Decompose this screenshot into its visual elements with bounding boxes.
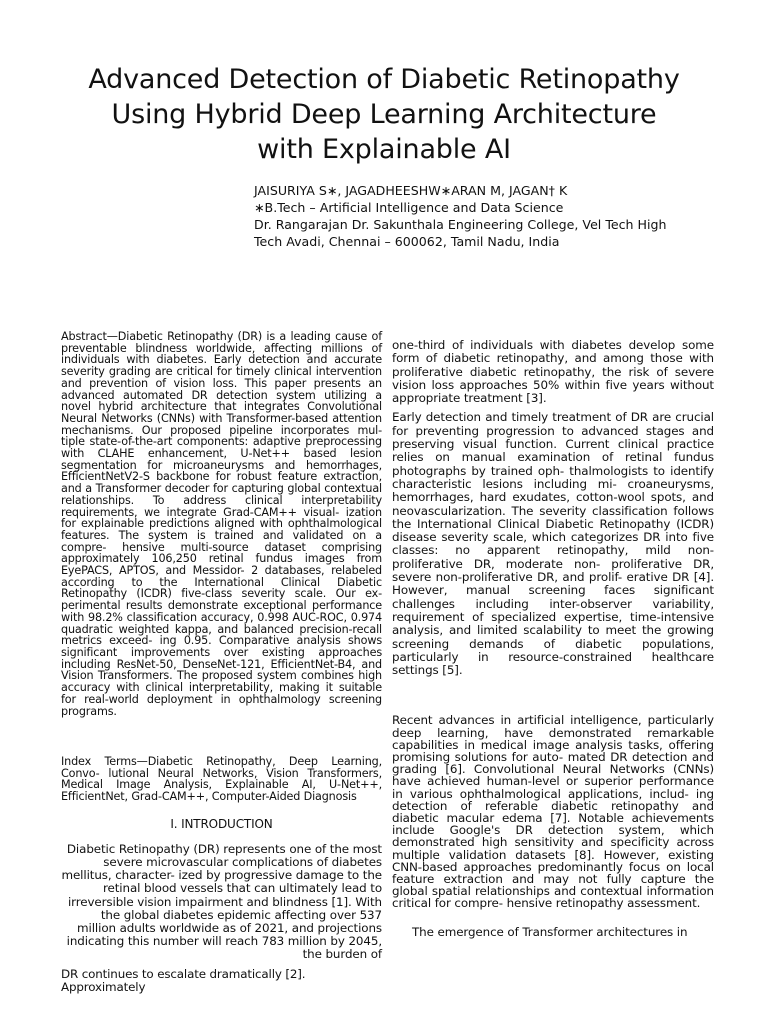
- title-line: Advanced Detection of Diabetic Retinopathy: [88, 64, 680, 95]
- body-paragraph: one-third of individuals with diabetes develop some form of diabetic retinopathy, and among those with proliferative diabetic retinopathy, the risk of severe vision loss approaches 50% within five years without appropriate treatment [3].: [392, 338, 714, 406]
- index-terms: Index Terms—Diabetic Retinopathy, Deep Learning, Convo- lutional Neural Networks, Vision Transformers, Medical Image Analysis, Explainable AI, U-Net++, EfficientNet, Grad-CAM++, Computer-Aided Diagnosis: [61, 755, 382, 804]
- left-column: [61, 331, 382, 994]
- body-paragraph: Recent advances in artificial intelligence, particularly deep learning, have demonstrated remarkable capabilities in medical image analysis tasks, offering promising solutions for auto- mated DR detection and grading [6]. Convolutional Neural Networks (CNNs) have achieved human-level or superior performance in various ophthalmological applications, includ- ing detection of referable diabetic retinopathy and diabetic macular edema [7]. Notable achievements include Google's DR detection system, which demonstrated high sensitivity and specificity across multiple validation datasets [8]. However, existing CNN-based approaches predominantly focus on local feature extraction and may not fully capture the global spatial relationships and contextual information critical for compre- hensive retinopathy assessment.: [392, 713, 714, 911]
- affiliation-program: ∗B.Tech – Artificial Intelligence and Data Science: [254, 200, 564, 215]
- author-names: JAISURIYA S∗, JAGADHEESHW∗ARAN M, JAGAN† K: [254, 183, 568, 198]
- section-heading: I. INTRODUCTION: [170, 816, 273, 831]
- title-line: with Explainable AI: [257, 134, 511, 165]
- author-block: [254, 182, 724, 250]
- intro-paragraph-end: DR continues to escalate dramatically [2]. Approximately: [61, 966, 306, 994]
- affiliation-address: Tech Avadi, Chennai – 600062, Tamil Nadu, India: [254, 234, 560, 249]
- paper-title: [60, 62, 708, 167]
- affiliation-college: Dr. Rangarajan Dr. Sakunthala Engineering College, Vel Tech High: [254, 217, 667, 232]
- body-paragraph: The emergence of Transformer architectures in: [412, 924, 688, 939]
- intro-paragraph: Diabetic Retinopathy (DR) represents one of the most severe microvascular complications of diabetes mellitus, character- ized by progressive damage to the retinal blood vessels that can ultimately lead to irreversible vision impairment and blindness [1]. With the global diabetes epidemic affecting over 537 million adults worldwide as of 2021, and projections indicating this number will reach 783 million by 2045, the burden of: [61, 841, 382, 962]
- body-paragraph: Early detection and timely treatment of DR are crucial for preventing progression to advanced stages and preserving visual function. Current clinical practice relies on manual examination of retinal fundus photographs by trained oph- thalmologists to identify characteristic lesions including mi- croaneurysms, hemorrhages, hard exudates, cotton-wool spots, and neovascularization. The severity classification follows the International Clinical Diabetic Retinopathy (ICDR) disease severity scale, which categorizes DR into five classes: no apparent retinopathy, mild non-proliferative DR, moderate non- proliferative DR, severe non-proliferative DR, and prolif- erative DR [4]. However, manual screening faces significant challenges including inter-observer variability, requirement of specialized expertise, time-intensive analysis, and limited scalability to meet the growing screening demands of diabetic populations, particularly in resource-constrained healthcare settings [5].: [392, 410, 714, 678]
- abstract: Abstract—Diabetic Retinopathy (DR) is a leading cause of preventable blindness worldwide, affecting millions of individuals with diabetes. Early detection and accurate severity grading are critical for timely clinical intervention and prevention of vision loss. This paper presents an advanced automated DR detection system utilizing a novel hybrid architecture that integrates Convolutional Neural Networks (CNNs) with Transformer-based attention mechanisms. Our proposed pipeline incorporates mul- tiple state-of-the-art components: adaptive preprocessing with CLAHE enhancement, U-Net++ based lesion segmentation for microaneurysms and hemorrhages, EfficientNetV2-S backbone for robust feature extraction, and a Transformer decoder for capturing global contextual relationships. To address clinical interpretability requirements, we integrate Grad-CAM++ visual- ization for explainable predictions aligned with ophthalmological features. The system is trained and validated on a compre- hensive multi-source dataset comprising approximately 106,250 retinal fundus images from EyePACS, APTOS, and Messidor- 2 databases, relabeled according to the International Clinical Diabetic Retinopathy (ICDR) five-class severity scale. Our ex- perimental results demonstrate exceptional performance with 98.2% classification accuracy, 0.998 AUC-ROC, 0.974 quadratic weighted kappa, and balanced precision-recall metrics exceed- ing 0.95. Comparative analysis shows significant improvements over existing approaches including ResNet-50, DenseNet-121, EfficientNet-B4, and Vision Transformers. The proposed system combines high accuracy with clinical interpretability, making it suitable for real-world deployment in ophthalmology screening programs.: [61, 330, 382, 718]
- right-column: [392, 339, 714, 939]
- title-line: Using Hybrid Deep Learning Architecture: [111, 99, 657, 130]
